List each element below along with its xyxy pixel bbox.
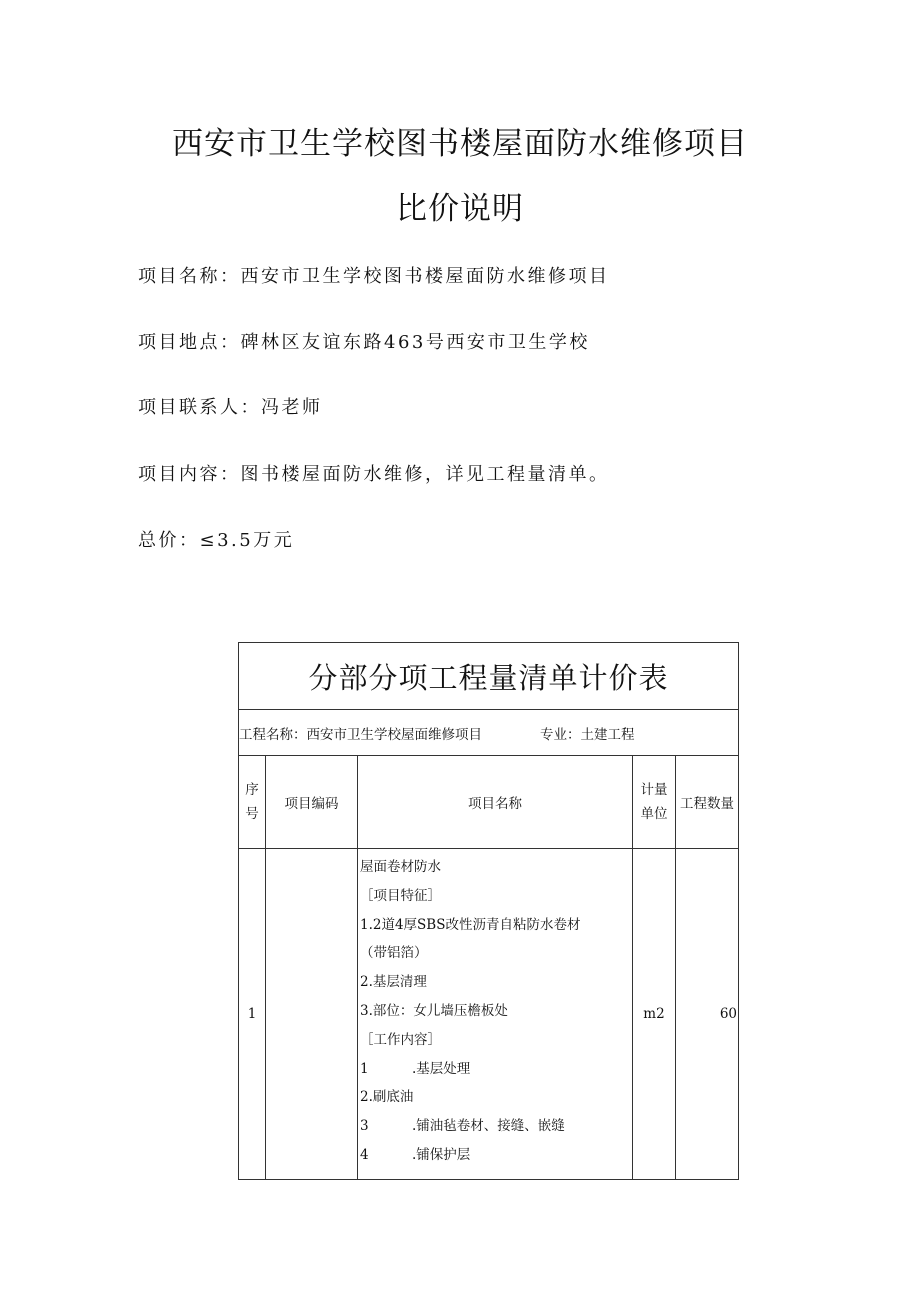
row-seq: 1 [239,849,266,1180]
row-name-line: ［项目特征］ [360,887,441,904]
table-header-row [239,756,739,849]
row-name-line: 2.刷底油 [360,1089,414,1106]
row-unit: m2 [633,849,676,1180]
row-name-line: 2.基层清理 [360,974,427,991]
row-qty: 60 [676,849,739,1180]
row-code [266,849,358,1180]
header-seq [239,756,266,849]
row-name-line [360,1055,632,1084]
document-title-line1: 西安市卫生学校图书楼屋面防水维修项目 [172,126,748,162]
row-name-line [360,1141,632,1170]
work-step-text: .铺油毡卷材、接缝、嵌缝 [412,1118,565,1135]
row-name-line: 1.2道4厚SBS改性沥青自粘防水卷材 [360,916,581,933]
header-unit [633,756,676,849]
header-name: 项目名称 [358,756,633,849]
row-name [358,849,633,1180]
project-name-cell: 工程名称：西安市卫生学校屋面维修项目 [239,726,482,743]
row-name-line [360,1112,632,1141]
work-step-number: 4 [360,1146,369,1163]
row-name-line: （带铝箔） [360,945,428,962]
bill-of-quantities-table [238,642,739,1180]
project-info-row [239,710,739,756]
project-content-line: 项目内容：图书楼屋面防水维修，详见工程量清单。 [138,464,610,485]
total-price-line: 总价：≤3.5万元 [138,530,295,551]
work-step-text: .基层处理 [412,1060,471,1077]
table-title: 分部分项工程量清单计价表 [239,643,739,710]
specialty-cell: 专业：土建工程 [540,726,635,743]
header-unit-line2: 单位 [640,806,668,822]
header-unit-line1: 计量 [640,782,668,798]
project-location-line: 项目地点：碑林区友谊东路463号西安市卫生学校 [138,332,590,353]
header-code: 项目编码 [266,756,358,849]
table-row [239,849,739,1180]
work-step-number: 3 [360,1118,369,1135]
project-name-line: 项目名称：西安市卫生学校图书楼屋面防水维修项目 [138,266,610,287]
row-name-line: 3.部位：女儿墙压檐板处 [360,1002,508,1019]
row-name-line: 屋面卷材防水 [360,859,441,875]
header-seq-line1: 序 [245,782,259,798]
header-seq-line2: 号 [245,806,259,822]
project-contact-line: 项目联系人：冯老师 [138,397,323,418]
work-step-text: .铺保护层 [412,1146,471,1163]
document-title-line2: 比价说明 [396,191,524,227]
row-name-line: ［工作内容］ [360,1031,441,1048]
work-step-number: 1 [360,1060,369,1077]
header-qty: 工程数量 [676,756,739,849]
